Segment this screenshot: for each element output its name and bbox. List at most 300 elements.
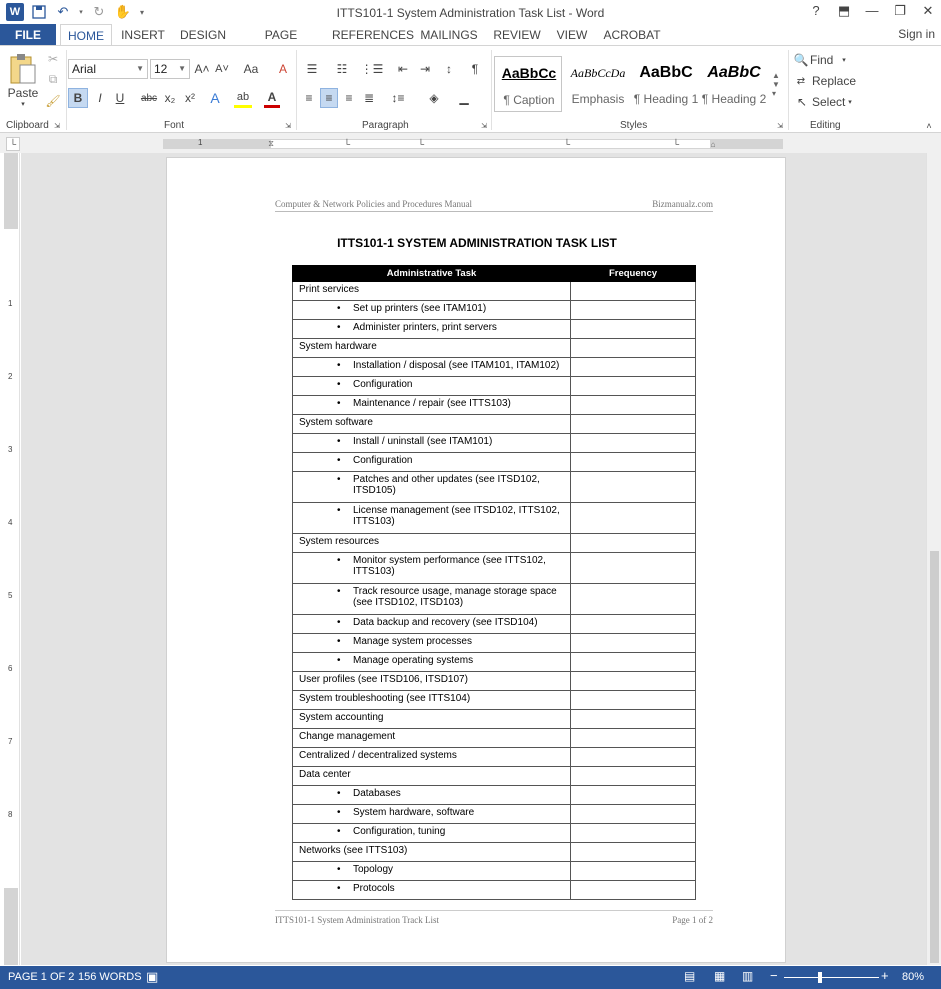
ribbon <box>0 45 941 133</box>
table-row <box>293 396 696 415</box>
bullet-item <box>299 360 564 371</box>
tab-stop-icon[interactable]: └ <box>672 139 680 149</box>
task-text: System hardware, software <box>353 807 475 818</box>
bullet-icon: • <box>337 322 341 333</box>
task-text: Configuration <box>353 379 413 390</box>
tab-view[interactable]: VIEW <box>556 28 588 42</box>
subscript-button[interactable]: x₂ <box>164 91 176 105</box>
tab-page-layout[interactable]: PAGE <box>264 28 298 42</box>
bullet-item <box>299 303 564 314</box>
table-row <box>293 615 696 634</box>
bullet-item <box>299 617 564 628</box>
bullet-icon: • <box>337 303 341 314</box>
styles-scroll-icon[interactable]: ▲ ▼ ▾ <box>772 70 780 98</box>
shrink-font-button[interactable]: A˅ <box>215 63 229 75</box>
bullet-item <box>299 436 564 447</box>
tab-design[interactable]: DESIGN <box>179 28 226 42</box>
task-text: Databases <box>353 788 401 799</box>
justify-icon[interactable]: ≣ <box>363 91 375 105</box>
zoom-out-icon[interactable]: − <box>770 968 778 983</box>
bullet-icon: • <box>337 636 341 647</box>
frequency-cell[interactable] <box>571 634 696 653</box>
font-group-label: Font <box>164 120 185 131</box>
task-cell[interactable] <box>293 472 571 503</box>
frequency-cell[interactable] <box>571 710 696 729</box>
task-text: Configuration, tuning <box>353 826 446 837</box>
bullet-item <box>299 555 564 577</box>
frequency-cell[interactable] <box>571 377 696 396</box>
task-cell[interactable] <box>293 653 571 672</box>
frequency-cell[interactable] <box>571 653 696 672</box>
task-text: Configuration <box>353 455 413 466</box>
task-cell[interactable] <box>293 553 571 584</box>
italic-button[interactable]: I <box>98 91 102 105</box>
bullet-icon: • <box>337 617 341 628</box>
task-text: Protocols <box>353 883 395 894</box>
task-cell[interactable] <box>293 672 571 691</box>
undo-dropdown-icon[interactable]: ▾ <box>79 9 83 16</box>
task-cell[interactable] <box>293 282 571 301</box>
header-rule <box>275 211 713 212</box>
task-cell[interactable] <box>293 805 571 824</box>
separator <box>788 50 789 130</box>
task-text: Administer printers, print servers <box>353 322 497 333</box>
table-row <box>293 843 696 862</box>
clipboard-launcher-icon[interactable]: ⇲ <box>54 123 60 130</box>
page-footer-right: Page 1 of 2 <box>672 915 713 925</box>
chevron-down-icon: ▼ <box>178 64 186 73</box>
superscript-button[interactable]: x² <box>185 91 195 105</box>
change-case-button[interactable]: Aa <box>243 62 259 76</box>
chevron-down-icon: ▼ <box>136 64 144 73</box>
bullet-icon: • <box>337 826 341 837</box>
frequency-cell[interactable] <box>571 472 696 503</box>
style-name: ¶ Caption <box>503 93 555 107</box>
task-cell[interactable] <box>293 415 571 434</box>
ruler-number: 6 <box>8 664 13 673</box>
task-table[interactable] <box>292 265 696 900</box>
style-sample: AaBbCcDa <box>570 66 626 80</box>
frequency-cell[interactable] <box>571 843 696 862</box>
task-cell[interactable] <box>293 729 571 748</box>
underline-button[interactable]: U <box>115 91 125 105</box>
table-row <box>293 503 696 534</box>
restore-icon[interactable]: ❐ <box>894 3 906 18</box>
print-layout-icon[interactable]: ▦ <box>714 969 726 983</box>
replace-icon[interactable]: ⇄ <box>796 75 806 87</box>
help-icon[interactable]: ? <box>812 3 820 18</box>
task-cell[interactable] <box>293 503 571 534</box>
document-area[interactable] <box>21 153 926 965</box>
task-cell[interactable] <box>293 824 571 843</box>
bullet-icon: • <box>337 883 341 894</box>
frequency-cell[interactable] <box>571 584 696 615</box>
align-left-icon[interactable]: ≡ <box>305 91 313 105</box>
copy-icon[interactable]: ⧉ <box>48 71 58 86</box>
task-text: Set up printers (see ITAM101) <box>353 303 487 314</box>
style-name: ¶ Heading 2 <box>701 92 767 106</box>
bullet-item <box>299 807 564 818</box>
ruler-number: 5 <box>8 591 13 600</box>
styles-launcher-icon[interactable]: ⇲ <box>777 123 783 130</box>
frequency-cell[interactable] <box>571 748 696 767</box>
font-name-dropdown[interactable] <box>68 59 148 79</box>
horizontal-ruler[interactable] <box>0 133 941 153</box>
task-text: Manage system processes <box>353 636 472 647</box>
read-mode-icon[interactable]: ▤ <box>684 969 696 983</box>
cut-icon[interactable]: ✂ <box>47 52 59 66</box>
table-row <box>293 534 696 553</box>
task-text: Change management <box>299 731 396 742</box>
table-header-task: Administrative Task <box>293 266 571 282</box>
table-row <box>293 339 696 358</box>
tab-references[interactable]: REFERENCES <box>332 28 415 42</box>
close-icon[interactable]: ✕ <box>922 3 934 18</box>
bullet-item <box>299 379 564 390</box>
zoom-slider-handle[interactable] <box>818 972 822 983</box>
frequency-cell[interactable] <box>571 615 696 634</box>
bold-button[interactable]: B <box>68 88 88 108</box>
frequency-cell[interactable] <box>571 396 696 415</box>
word-count-status[interactable]: 156 WORDS <box>78 971 142 983</box>
redo-icon[interactable]: ↻ <box>93 4 105 19</box>
ruler-top-margin <box>4 153 18 229</box>
frequency-cell[interactable] <box>571 691 696 710</box>
frequency-cell[interactable] <box>571 862 696 881</box>
borders-icon[interactable]: ▁ <box>459 91 469 105</box>
task-cell[interactable] <box>293 710 571 729</box>
table-row <box>293 729 696 748</box>
text-effects-button[interactable]: A <box>210 90 220 106</box>
frequency-cell[interactable] <box>571 282 696 301</box>
task-text: Installation / disposal (see ITAM101, ITAM102) <box>353 360 560 371</box>
touch-mode-icon[interactable]: ✋ <box>114 4 132 19</box>
task-text: System resources <box>299 536 380 547</box>
task-text: Topology <box>353 864 394 875</box>
bullet-icon: • <box>337 864 341 875</box>
task-cell[interactable] <box>293 615 571 634</box>
frequency-cell[interactable] <box>571 301 696 320</box>
font-launcher-icon[interactable]: ⇲ <box>285 123 291 130</box>
style-heading-2[interactable] <box>700 56 768 112</box>
ruler-left-margin <box>163 139 271 149</box>
task-cell[interactable] <box>293 767 571 786</box>
vertical-ruler[interactable] <box>4 153 20 965</box>
task-text: System software <box>299 417 373 428</box>
sort-icon[interactable]: ↕ <box>446 62 452 76</box>
style-name: Emphasis <box>571 92 625 106</box>
task-text: User profiles (see ITSD106, ITSD107) <box>299 674 468 685</box>
undo-icon[interactable]: ↶ <box>57 4 69 19</box>
tab-insert[interactable]: INSERT <box>121 28 165 42</box>
bullet-icon: • <box>337 474 341 485</box>
table-row <box>293 282 696 301</box>
task-cell[interactable] <box>293 748 571 767</box>
ruler-number: 7 <box>8 737 13 746</box>
ribbon-tabs <box>0 24 941 46</box>
tab-stop-icon[interactable]: └ <box>563 139 571 149</box>
style-heading-1[interactable] <box>632 56 700 112</box>
frequency-cell[interactable] <box>571 805 696 824</box>
bullet-item <box>299 864 564 875</box>
find-button[interactable]: Find <box>810 53 834 67</box>
paste-button[interactable]: Paste <box>7 86 39 100</box>
frequency-cell[interactable] <box>571 503 696 534</box>
word-logo-icon: W <box>6 3 24 21</box>
footer-rule <box>275 910 713 911</box>
separator <box>296 50 297 130</box>
collapse-ribbon-icon[interactable]: ˄ <box>926 121 932 131</box>
format-painter-icon[interactable]: 🖌 <box>45 94 61 108</box>
task-text: Install / uninstall (see ITAM101) <box>353 436 493 447</box>
bullet-item <box>299 655 564 666</box>
font-color-button[interactable]: A <box>264 88 280 108</box>
table-row <box>293 881 696 900</box>
line-spacing-icon[interactable]: ↕≡ <box>391 91 405 105</box>
style-sample: AaBbC <box>707 64 761 81</box>
multilevel-list-icon[interactable]: ⋮☰ <box>360 62 384 76</box>
table-row <box>293 710 696 729</box>
bullet-icon: • <box>337 807 341 818</box>
web-layout-icon[interactable]: ▥ <box>742 969 754 983</box>
table-row <box>293 805 696 824</box>
frequency-cell[interactable] <box>571 534 696 553</box>
task-text: Patches and other updates (see ITSD102, ITSD105) <box>353 474 540 496</box>
bullet-item <box>299 586 564 608</box>
task-cell[interactable] <box>293 881 571 900</box>
ruler-number: 4 <box>8 518 13 527</box>
bullets-icon[interactable]: ☰ <box>306 62 318 76</box>
zoom-in-icon[interactable]: + <box>881 968 889 983</box>
ruler-bottom-margin <box>4 888 18 965</box>
indent-marker-icon[interactable]: ⧖ <box>268 139 274 148</box>
styles-group-label: Styles <box>620 120 648 131</box>
table-row <box>293 358 696 377</box>
bullet-item <box>299 398 564 409</box>
table-row <box>293 415 696 434</box>
style-sample: AaBbC <box>639 64 693 81</box>
frequency-cell[interactable] <box>571 824 696 843</box>
task-table-body <box>293 282 696 900</box>
table-row <box>293 862 696 881</box>
table-row <box>293 301 696 320</box>
page-header-left: Computer & Network Policies and Procedures Manual <box>275 199 472 209</box>
bullet-icon: • <box>337 379 341 390</box>
table-row <box>293 672 696 691</box>
task-text: Monitor system performance (see ITTS102, ITTS103) <box>353 555 546 577</box>
task-cell[interactable] <box>293 358 571 377</box>
window-title: ITTS101-1 System Administration Task List - Word <box>336 6 605 20</box>
bullet-item <box>299 883 564 894</box>
task-cell[interactable] <box>293 377 571 396</box>
ribbon-display-icon[interactable]: ⬒ <box>837 3 851 18</box>
bullet-icon: • <box>337 505 341 516</box>
table-row <box>293 653 696 672</box>
frequency-cell[interactable] <box>571 553 696 584</box>
frequency-cell[interactable] <box>571 339 696 358</box>
table-row <box>293 320 696 339</box>
select-button[interactable]: Select <box>812 95 846 109</box>
tab-stop-icon[interactable]: └ <box>343 139 351 149</box>
task-text: Manage operating systems <box>353 655 474 666</box>
task-text: System hardware <box>299 341 377 352</box>
frequency-cell[interactable] <box>571 434 696 453</box>
status-bar <box>0 966 941 989</box>
task-cell[interactable] <box>293 534 571 553</box>
table-row <box>293 434 696 453</box>
table-row <box>293 824 696 843</box>
task-text: Maintenance / repair (see ITTS103) <box>353 398 511 409</box>
bullet-item <box>299 636 564 647</box>
tab-review[interactable]: REVIEW <box>493 28 541 42</box>
table-header-frequency: Frequency <box>571 266 696 282</box>
separator <box>491 50 492 130</box>
bullet-icon: • <box>337 398 341 409</box>
find-icon[interactable]: 🔍 <box>793 53 809 67</box>
table-row <box>293 767 696 786</box>
frequency-cell[interactable] <box>571 767 696 786</box>
tab-selector-icon[interactable]: └ <box>6 137 20 151</box>
frequency-cell[interactable] <box>571 672 696 691</box>
customize-qat-icon[interactable]: ▾ <box>139 7 144 17</box>
paste-dropdown-icon[interactable]: ▾ <box>21 101 25 108</box>
task-cell[interactable] <box>293 786 571 805</box>
numbering-icon[interactable]: ☷ <box>336 62 348 76</box>
task-text: Track resource usage, manage storage space (see ITSD102, ITSD103) <box>353 586 557 608</box>
minimize-icon[interactable]: — <box>865 3 879 18</box>
select-icon[interactable]: ↖ <box>796 95 808 109</box>
font-size-dropdown[interactable] <box>150 59 190 79</box>
table-row <box>293 377 696 396</box>
table-row <box>293 786 696 805</box>
align-center-icon[interactable]: ≡ <box>320 88 338 108</box>
ruler-right-margin <box>710 139 783 149</box>
table-row <box>293 691 696 710</box>
show-formatting-button[interactable]: ¶ <box>471 62 479 76</box>
find-dropdown-icon[interactable]: ▾ <box>842 57 846 64</box>
replace-button[interactable]: Replace <box>812 74 857 88</box>
zoom-slider[interactable] <box>784 977 879 978</box>
vertical-scrollbar[interactable] <box>926 153 941 965</box>
separator <box>66 50 67 130</box>
bullet-item <box>299 474 564 496</box>
sign-in-link[interactable]: Sign in <box>898 27 935 41</box>
table-row <box>293 553 696 584</box>
task-cell[interactable] <box>293 434 571 453</box>
task-cell[interactable] <box>293 584 571 615</box>
scrollbar-thumb[interactable] <box>930 551 939 963</box>
task-cell[interactable] <box>293 634 571 653</box>
increase-indent-icon[interactable]: ⇥ <box>419 62 431 76</box>
page-footer-left: ITTS101-1 System Administration Track List <box>275 915 440 925</box>
strikethrough-button[interactable]: abc <box>140 92 158 104</box>
table-row <box>293 584 696 615</box>
task-cell[interactable] <box>293 396 571 415</box>
bullet-icon: • <box>337 655 341 666</box>
document-title[interactable]: ITTS101-1 SYSTEM ADMINISTRATION TASK LIST <box>337 236 617 250</box>
paragraph-group-label: Paragraph <box>362 120 409 131</box>
task-text: Data backup and recovery (see ITSD104) <box>353 617 538 628</box>
ruler-number: 1 <box>8 299 13 308</box>
bullet-icon: • <box>337 788 341 799</box>
task-text: License management (see ITSD102, ITTS102, ITTS103) <box>353 505 560 527</box>
decrease-indent-icon[interactable]: ⇤ <box>397 62 409 76</box>
grow-font-button[interactable]: A˄ <box>194 62 210 76</box>
table-row <box>293 472 696 503</box>
frequency-cell[interactable] <box>571 453 696 472</box>
task-text: Print services <box>299 284 360 295</box>
frequency-cell[interactable] <box>571 881 696 900</box>
frequency-cell[interactable] <box>571 320 696 339</box>
task-text: Data center <box>299 769 351 780</box>
paragraph-launcher-icon[interactable]: ⇲ <box>481 123 487 130</box>
task-text: System accounting <box>299 712 384 723</box>
font-size-value: 12 <box>154 62 168 76</box>
task-cell[interactable] <box>293 862 571 881</box>
table-row <box>293 634 696 653</box>
bullet-item <box>299 788 564 799</box>
frequency-cell[interactable] <box>571 729 696 748</box>
select-dropdown-icon[interactable]: ▾ <box>848 99 852 106</box>
window-controls <box>809 3 935 19</box>
bullet-icon: • <box>337 555 341 566</box>
highlight-button[interactable]: ab <box>234 88 252 108</box>
tab-mailings[interactable]: MAILINGS <box>420 28 478 42</box>
task-cell[interactable] <box>293 691 571 710</box>
task-cell[interactable] <box>293 453 571 472</box>
clear-formatting-button[interactable]: A <box>278 62 287 76</box>
task-cell[interactable] <box>293 320 571 339</box>
frequency-cell[interactable] <box>571 358 696 377</box>
task-cell[interactable] <box>293 301 571 320</box>
zoom-level[interactable]: 80% <box>902 971 925 983</box>
frequency-cell[interactable] <box>571 415 696 434</box>
tab-home[interactable]: HOME <box>60 24 112 46</box>
tab-file[interactable]: FILE <box>0 24 56 46</box>
table-row <box>293 453 696 472</box>
tab-stop-icon[interactable]: └ <box>417 139 425 149</box>
style-emphasis[interactable] <box>564 56 632 112</box>
style-sample: AaBbCc <box>501 65 557 81</box>
bullet-item <box>299 505 564 527</box>
frequency-cell[interactable] <box>571 786 696 805</box>
title-bar <box>0 0 941 24</box>
align-right-icon[interactable]: ≡ <box>345 91 353 105</box>
ruler-number: 2 <box>8 372 13 381</box>
right-indent-icon[interactable]: ⌂ <box>710 139 716 149</box>
paste-icon[interactable] <box>6 52 40 86</box>
bullet-icon: • <box>337 586 341 597</box>
bullet-item <box>299 322 564 333</box>
tab-acrobat[interactable]: ACROBAT <box>603 28 661 42</box>
ruler-number: 3 <box>8 445 13 454</box>
shading-icon[interactable]: ◈ <box>429 91 439 105</box>
bullet-icon: • <box>337 455 341 466</box>
page-count-status[interactable]: PAGE 1 OF 2 <box>8 971 75 983</box>
task-cell[interactable] <box>293 843 571 862</box>
bullet-icon: • <box>337 360 341 371</box>
document-page[interactable] <box>166 157 786 963</box>
style-caption[interactable] <box>494 56 562 112</box>
bullet-item <box>299 826 564 837</box>
ruler-number: 8 <box>8 810 13 819</box>
bullet-icon: • <box>337 436 341 447</box>
task-cell[interactable] <box>293 339 571 358</box>
proofing-icon[interactable]: ▣ <box>146 969 159 984</box>
clipboard-group-label: Clipboard <box>6 120 49 131</box>
editing-group-label: Editing <box>810 120 841 131</box>
task-text: Networks (see ITTS103) <box>299 845 408 856</box>
